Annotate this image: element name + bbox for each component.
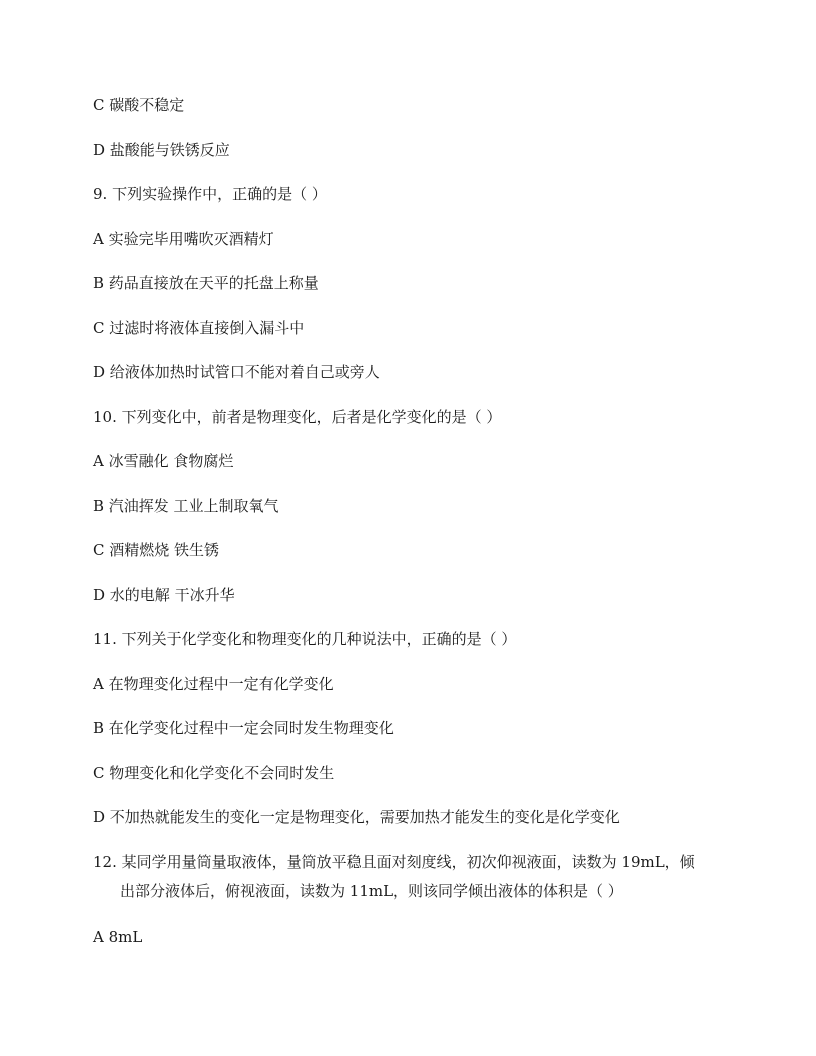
option-d-q8: D 盐酸能与铁锈反应 [93,141,230,159]
question-9: 9. 下列实验操作中，正确的是（ ） [93,185,327,203]
option-c-q9: C 过滤时将液体直接倒入漏斗中 [93,319,305,337]
question-12-line-2: 出部分液体后，俯视液面，读数为 11mL，则该同学倾出液体的体积是（ ） [120,882,623,900]
option-a-q9: A 实验完毕用嘴吹灭酒精灯 [93,230,274,248]
option-d-q9: D 给液体加热时试管口不能对着自己或旁人 [93,363,380,381]
option-a-q12: A 8mL [93,928,143,946]
question-12-line-1: 12. 某同学用量筒量取液体，量筒放平稳且面对刻度线，初次仰视液面，读数为 19mL，倾 [93,853,695,871]
option-b-q10: B 汽油挥发 工业上制取氧气 [93,497,279,515]
option-c-q8: C 碳酸不稳定 [93,96,185,114]
option-d-q10: D 水的电解 干冰升华 [93,586,235,604]
option-d-q11: D 不加热就能发生的变化一定是物理变化，需要加热才能发生的变化是化学变化 [93,808,620,826]
option-c-q11: C 物理变化和化学变化不会同时发生 [93,764,335,782]
option-b-q9: B 药品直接放在天平的托盘上称量 [93,274,319,292]
question-11: 11. 下列关于化学变化和物理变化的几种说法中，正确的是（ ） [93,630,517,648]
question-10: 10. 下列变化中，前者是物理变化，后者是化学变化的是（ ） [93,408,502,426]
option-b-q11: B 在化学变化过程中一定会同时发生物理变化 [93,719,394,737]
option-a-q11: A 在物理变化过程中一定有化学变化 [93,675,334,693]
option-c-q10: C 酒精燃烧 铁生锈 [93,541,220,559]
option-a-q10: A 冰雪融化 食物腐烂 [93,452,234,470]
